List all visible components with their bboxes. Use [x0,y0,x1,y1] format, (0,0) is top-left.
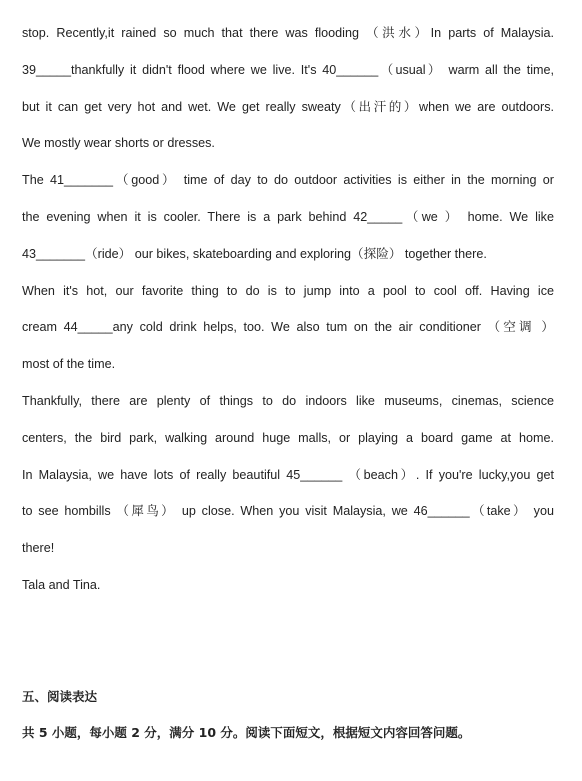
passage-line-5: The 41_______（good） time of day to do outdoor activities is either in the morning or [22,173,554,188]
section-instructions: 共 5 小题，每小题 2 分，满分 10 分。阅读下面短文，根据短文内容回答问题。 [22,725,471,740]
passage-line-4: We mostly wear shorts or dresses. [22,136,215,151]
passage-line-3: but it can get very hot and wet. We get really sweaty（出汗的）when we are outdoors. [22,99,554,114]
passage-line-7: 43_______（ride） our bikes, skateboarding and exploring（探险） together there. [22,246,487,261]
passage-line-6: the evening when it is cooler. There is a park behind 42_____（we ） home. We like [22,209,554,224]
passage-line-10: most of the time. [22,357,116,372]
section-heading: 五、阅读表达 [22,689,98,704]
passage-line-15: there! [22,541,55,556]
passage-signature: Tala and Tina. [22,577,101,592]
passage-line-1: stop. Recently,it rained so much that there was flooding （洪水）In parts of Malaysia. [22,26,554,40]
passage-line-11: Thankfully, there are plenty of things to do indoors like museums, cinemas, science [22,393,554,408]
passage-line-2: 39_____thankfully it didn't flood where we live. It's 40______（usual） warm all the time, [22,62,554,77]
passage-line-9: cream 44_____any cold drink helps, too. We also tum on the air conditioner （空调 ） [22,320,554,335]
passage-line-13: In Malaysia, we have lots of really beautiful 45______ （beach）. If you're lucky,you get [22,467,554,482]
passage-line-14: to see hombills （犀鸟） up close. When you visit Malaysia, we 46______（take） you [22,504,554,519]
passage-line-8: When it's hot, our favorite thing to do is to jump into a pool to cool off. Having ice [22,283,554,298]
passage [22,24,554,613]
passage-line-12: centers, the bird park, walking around huge malls, or playing a board game at home. [22,430,554,445]
